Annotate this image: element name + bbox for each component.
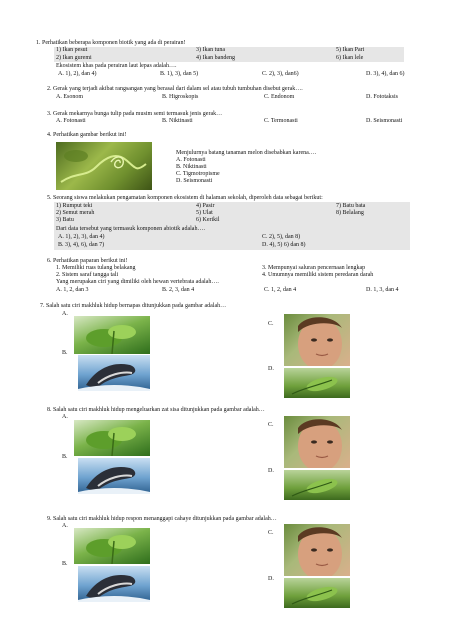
q6-option-b: B. 2, 3, dan 4 bbox=[162, 287, 195, 293]
q7-label-a: A. bbox=[62, 311, 68, 317]
q5-option-b: B. 3), 4), 6), dan 7) bbox=[58, 242, 105, 248]
q2-option-d: D. Fototaksis bbox=[366, 94, 399, 100]
q8-label-b: B. bbox=[62, 454, 68, 460]
q9-label-a: A. bbox=[62, 523, 68, 529]
q7-boy-face-image bbox=[284, 314, 350, 366]
q5-item-5: 5) Ulat bbox=[196, 210, 213, 216]
q8-label-a: A. bbox=[62, 414, 68, 420]
q7-leaf-image bbox=[284, 368, 350, 398]
q7-label-c: C. bbox=[268, 321, 274, 327]
q9-label-c: C. bbox=[268, 530, 274, 536]
q5-stem: 5. Seorang siswa melakukan pengamatan komponen ekosistem di halaman sekolah, diperoleh data sebagai berikut: bbox=[47, 195, 323, 201]
q9-leaf-image bbox=[284, 578, 350, 608]
q6-ask: Yang merupakan ciri yang dimiliki oleh hewan vertebrata adalah…. bbox=[56, 279, 219, 285]
q2-option-b: B. Higroskopis bbox=[162, 94, 199, 100]
q5-option-d: D. 4), 5) 6) dan 8) bbox=[262, 242, 306, 248]
q8-stem: 8. Salah satu ciri makhluk hidup mengeluarkan zat sisa ditunjukkan pada gambar adalah… bbox=[47, 407, 265, 413]
q8-boy-face-image bbox=[284, 416, 350, 468]
q9-boy-face-image bbox=[284, 524, 350, 576]
q1-item-4: 4) Ikan bandeng bbox=[196, 55, 235, 61]
q1-option-c: C. 2), 3), dan6) bbox=[262, 71, 299, 77]
q7-label-d: D. bbox=[268, 366, 274, 372]
q5-item-2: 2) Semut merah bbox=[56, 210, 95, 216]
q3-stem: 3. Gerak mekarnya bunga tulip pada musim semi termasuk jenis gerak… bbox=[47, 111, 223, 117]
q4-stem: 4. Perhatikan gambar berikut ini! bbox=[47, 132, 127, 138]
q6-option-a: A. 1, 2, dan 3 bbox=[56, 287, 89, 293]
q5-option-c: C. 2), 5), dan 8) bbox=[262, 234, 301, 240]
q4-ask: Menjulurnya batang tanaman melon disebabkan karena…. bbox=[176, 150, 317, 156]
q5-item-8: 8) Belalang bbox=[336, 210, 364, 216]
q4-option-c: C. Tigmotropisme bbox=[176, 171, 220, 177]
q1-item-6: 6) Ikan lele bbox=[336, 55, 364, 61]
q2-stem: 2. Gerak yang terjadi akibat rangsangan yang berasal dari dalam sel atau tubuh tumbuhan disebut gerak…. bbox=[47, 86, 303, 92]
q9-whale-image bbox=[78, 566, 150, 602]
q8-plant-image bbox=[74, 420, 150, 456]
q7-label-b: B. bbox=[62, 350, 68, 356]
q5-item-3: 3) Batu bbox=[56, 217, 74, 223]
q7-plant-image bbox=[74, 316, 150, 354]
q2-option-c: C. Endonom bbox=[264, 94, 295, 100]
q1-item-1: 1) Ikan pesut bbox=[56, 47, 88, 53]
q8-whale-image bbox=[78, 458, 150, 494]
q8-label-d: D. bbox=[268, 468, 274, 474]
q1-option-d: D. 3), 4), dan 6) bbox=[366, 71, 405, 77]
q1-option-a: A. 1), 2), dan 4) bbox=[58, 71, 97, 77]
q5-ask: Dari data tersebut yang termasuk komponen abiotik adalah…. bbox=[56, 226, 205, 232]
q6-option-c: C. 1, 2, dan 4 bbox=[264, 287, 297, 293]
q1-item-3: 3) Ikan tuna bbox=[196, 47, 225, 53]
q9-plant-image bbox=[74, 528, 150, 564]
q5-item-4: 4) Pasir bbox=[196, 203, 215, 209]
melon-tendril-image bbox=[56, 142, 152, 190]
q8-label-c: C. bbox=[268, 422, 274, 428]
q3-option-c: C. Termonasti bbox=[264, 118, 298, 124]
q4-option-a: A. Fotonasti bbox=[176, 157, 206, 163]
q6-option-d: D. 1, 3, dan 4 bbox=[366, 287, 399, 293]
q5-item-1: 1) Rumput teki bbox=[56, 203, 93, 209]
q5-item-6: 6) Kerikil bbox=[196, 217, 220, 223]
q6-stem: 6. Perhatikan paparan berikut ini! bbox=[47, 258, 128, 264]
q4-option-d: D. Seismonasti bbox=[176, 178, 213, 184]
q6-item-1: 1. Memiliki ruas tulang belakang bbox=[56, 265, 136, 271]
q5-item-7: 7) Batu bata bbox=[336, 203, 366, 209]
q9-stem: 9. Salah satu ciri makhluk hidup respon menanggapi cahaye ditunjukkan pada gambar adalah… bbox=[47, 516, 277, 522]
q2-option-a: A. Esonom bbox=[56, 94, 83, 100]
q9-label-b: B. bbox=[62, 561, 68, 567]
q5-option-a: A. 1), 2), 3), dan 4) bbox=[58, 234, 105, 240]
q4-option-b: B. Niktinasti bbox=[176, 164, 207, 170]
q8-leaf-image bbox=[284, 470, 350, 500]
q7-whale-image bbox=[78, 355, 150, 391]
q1-item-2: 2) Ikan guremi bbox=[56, 55, 92, 61]
q1-ask: Ekosistem khas pada perairan laut lepas adalah…. bbox=[56, 63, 177, 69]
q7-stem: 7. Salah satu ciri makhluk hidup bernapas ditunjukkan pada gambar adalah… bbox=[40, 303, 227, 309]
q6-item-4: 4. Umumnya memiliki sistem peredaran darah bbox=[262, 272, 374, 278]
q9-label-d: D. bbox=[268, 576, 274, 582]
q6-item-2: 2. Sistem saraf tangga tali bbox=[56, 272, 119, 278]
q3-option-b: B. Niktinasti bbox=[162, 118, 193, 124]
q6-item-3: 3. Mempunyai saluran pencernaan lengkap bbox=[262, 265, 366, 271]
q1-item-5: 5) Ikan Pari bbox=[336, 47, 365, 53]
q3-option-a: A. Fotonasti bbox=[56, 118, 86, 124]
q1-stem: 1. Perhatikan beberapa komponen biotik yang ada di perairan! bbox=[36, 40, 186, 46]
q3-option-d: D. Seismonasti bbox=[366, 118, 403, 124]
q1-option-b: B. 1), 3), dan 5) bbox=[160, 71, 199, 77]
